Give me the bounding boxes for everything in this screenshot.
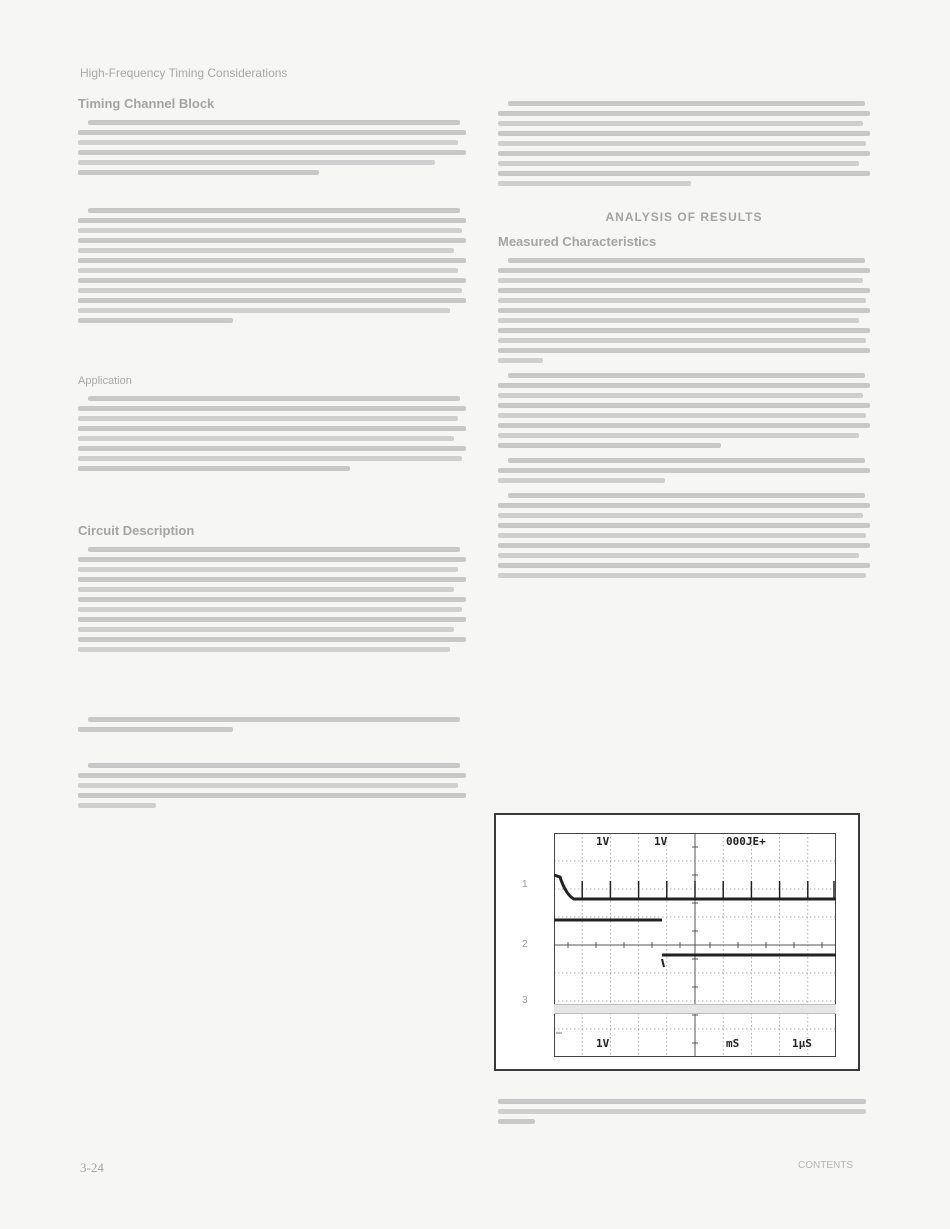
paragraph (498, 493, 870, 578)
scope-bottom-label: mS (726, 1037, 740, 1050)
left-mid-label: Application (78, 375, 132, 387)
scope-top-label: 1V (654, 835, 668, 848)
right-column (498, 96, 870, 588)
running-head: High-Frequency Timing Considerations (80, 66, 288, 80)
channel-label: 2 (522, 939, 528, 950)
paragraph (78, 396, 466, 471)
scope-top-label: 000JE+ (726, 835, 766, 848)
left-column (78, 96, 466, 818)
figure-caption (498, 1094, 866, 1129)
paragraph (78, 763, 466, 808)
right-sub-heading: Measured Characteristics (498, 234, 657, 249)
channel-label: 1 (522, 879, 528, 890)
scope-top-label: 1V (596, 835, 610, 848)
scope-graticule (554, 833, 836, 1057)
right-section-heading: ANALYSIS OF RESULTS (605, 210, 763, 224)
channel-label: 3 (522, 995, 528, 1006)
paragraph (78, 717, 466, 732)
page-number: 3-24 (80, 1160, 104, 1175)
oscilloscope-figure (494, 813, 860, 1071)
paragraph (498, 373, 870, 448)
footer-right-text: CONTENTS (798, 1160, 853, 1171)
scope-bottom-label: 1V (596, 1037, 610, 1050)
paragraph (78, 208, 466, 323)
left-section-heading: Timing Channel Block (78, 96, 215, 111)
paragraph (498, 258, 870, 363)
paragraph (498, 458, 870, 483)
paragraph (498, 101, 870, 186)
scope-bottom-label: 1μS (792, 1037, 812, 1050)
paragraph (78, 120, 466, 175)
paragraph (78, 547, 466, 652)
left-lower-heading: Circuit Description (78, 523, 195, 538)
scope-screen (554, 833, 836, 1057)
